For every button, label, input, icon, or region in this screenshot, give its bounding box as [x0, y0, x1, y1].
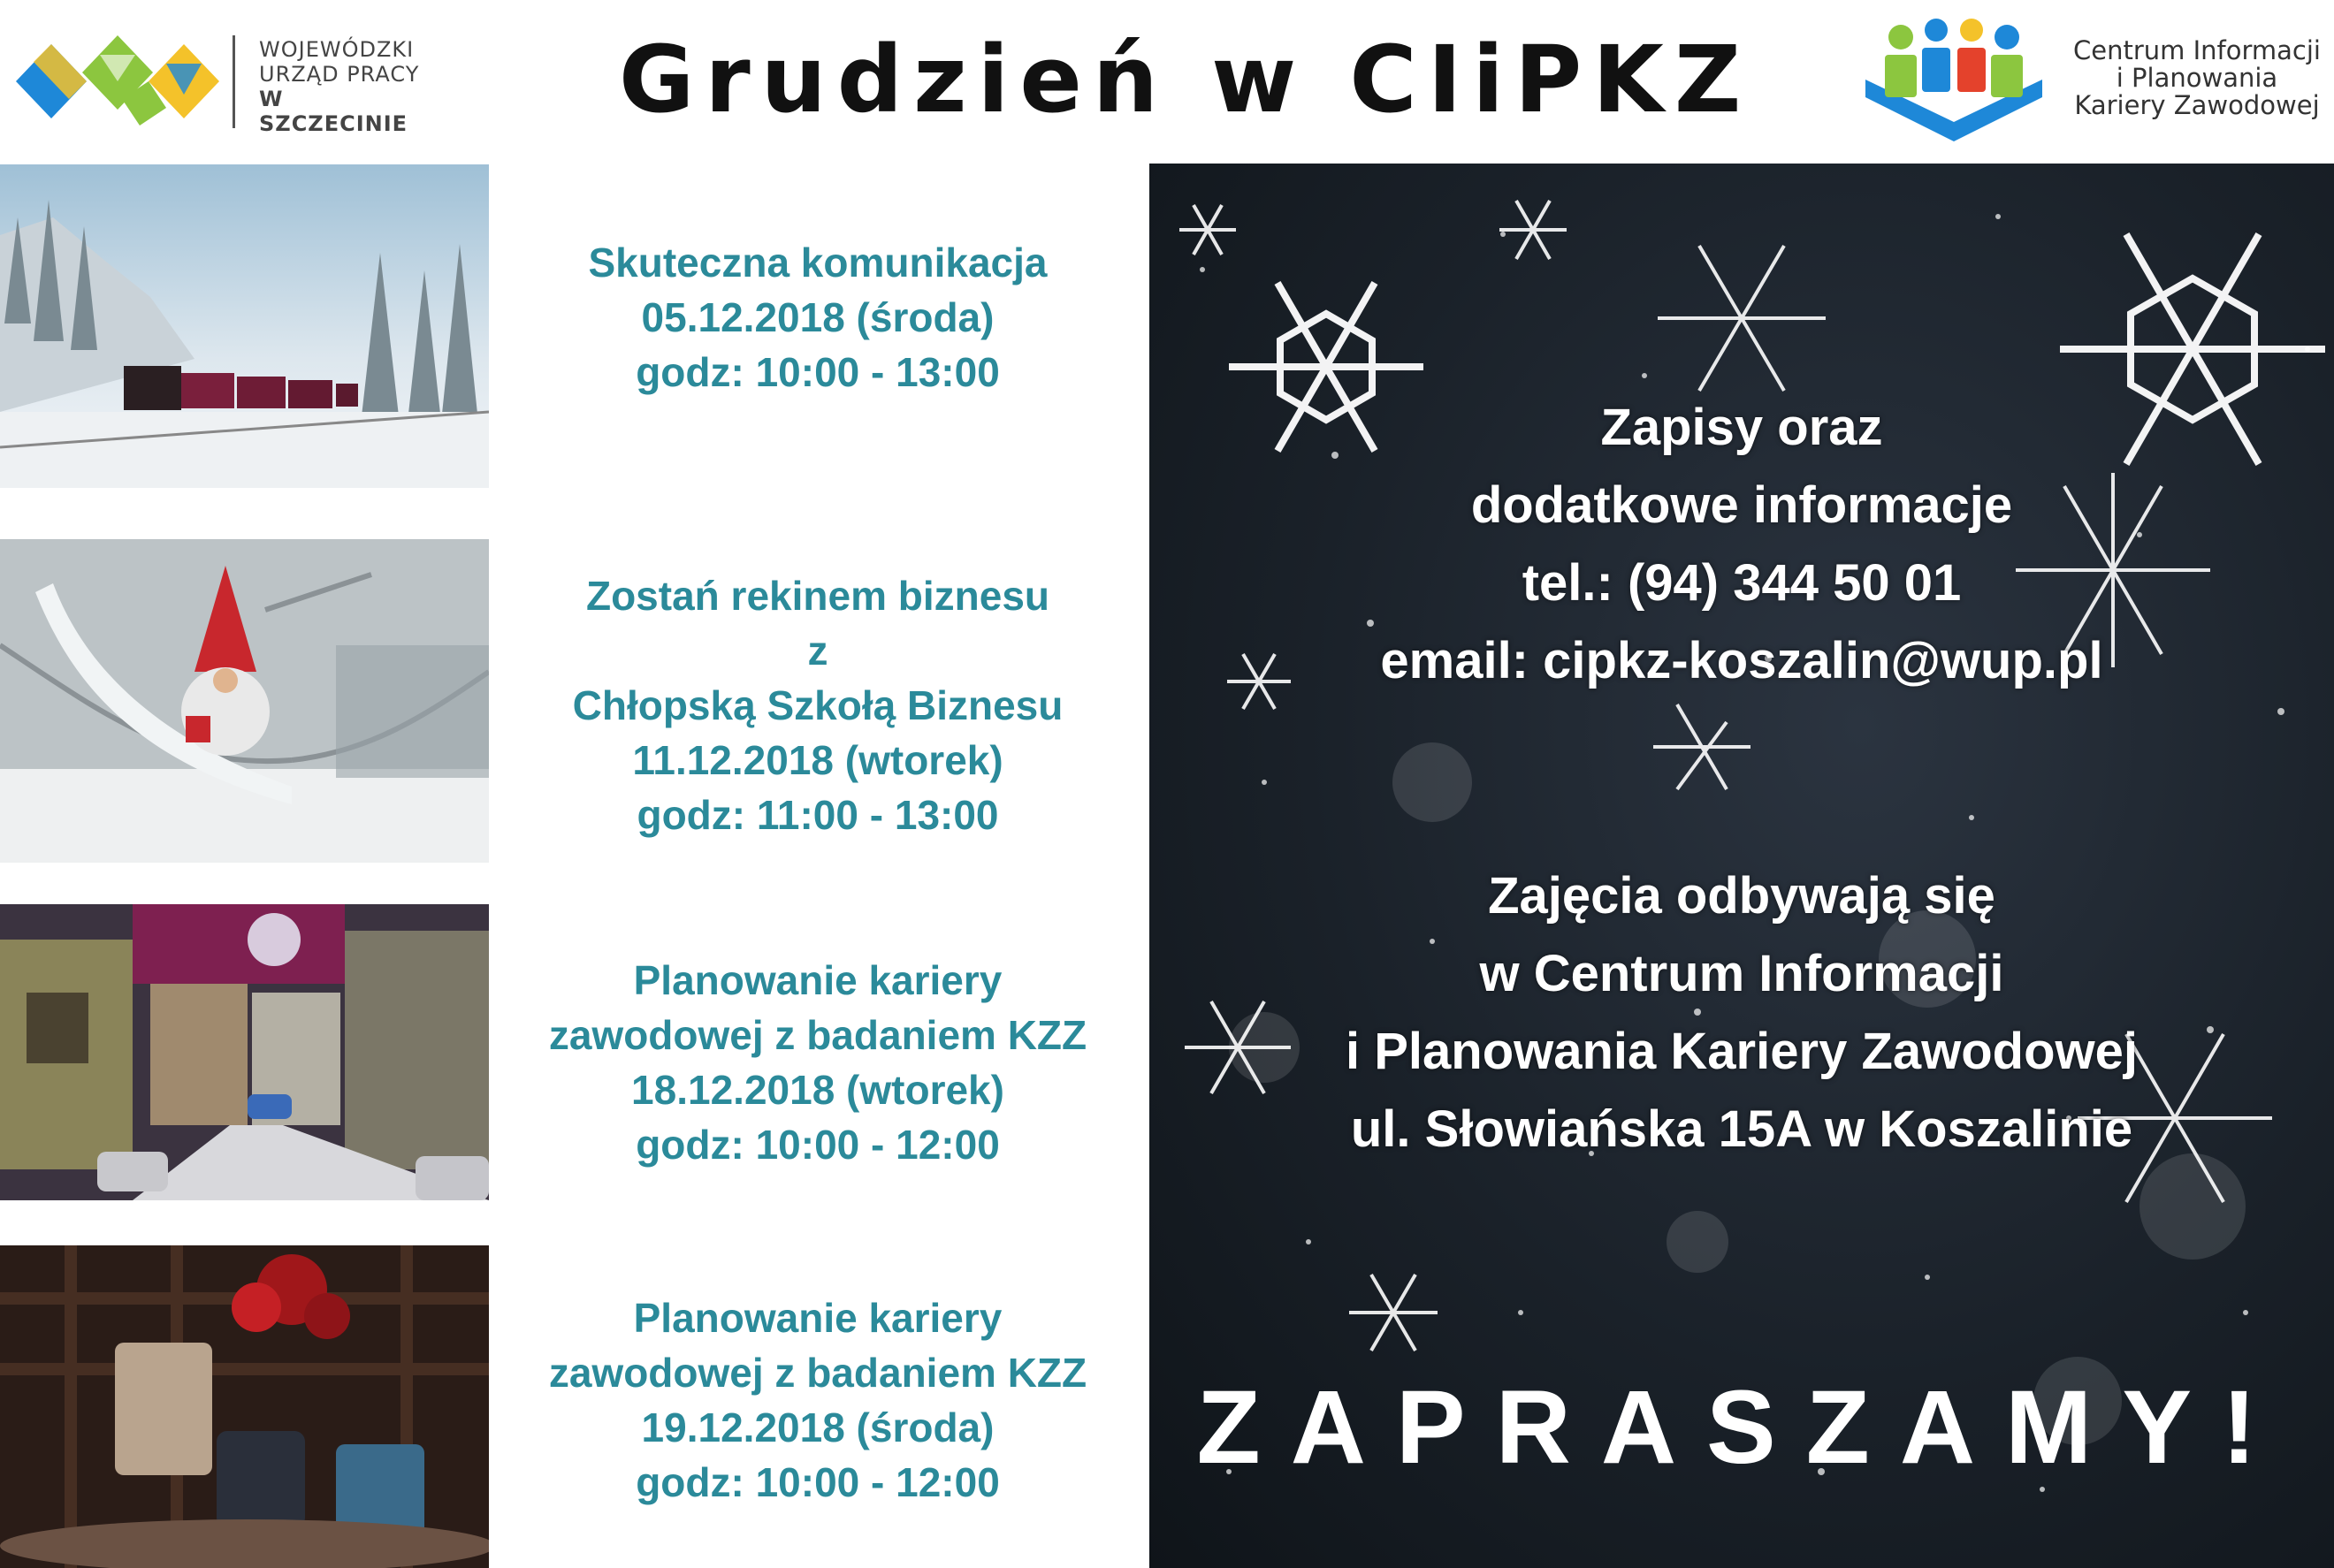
wup-szczecin-logo-icon	[16, 19, 228, 134]
info-panel	[1149, 164, 2334, 1568]
cipkz-logo-line-3: Kariery Zawodowej	[2074, 90, 2320, 120]
event-1-date: 05.12.2018 (środa)	[641, 294, 995, 340]
cipkz-logo	[1865, 18, 2325, 141]
event-2-subtitle: Chłopską Szkołą Biznesu	[572, 682, 1064, 728]
event-1	[495, 235, 1140, 400]
cipkz-logo-text	[2064, 37, 2330, 119]
event-1-time: godz: 10:00 - 13:00	[636, 349, 1000, 395]
cipkz-people-logo-icon	[1865, 18, 2042, 141]
event-3-date: 18.12.2018 (wtorek)	[631, 1067, 1004, 1113]
event-3-time: godz: 10:00 - 12:00	[636, 1122, 1000, 1168]
page-title: Grudzień w CIiPKZ	[619, 26, 1752, 133]
logo-divider	[233, 35, 235, 128]
logo-line-1: WOJEWÓDZKI	[259, 37, 415, 62]
location-info	[1149, 857, 2334, 1168]
logo-line-2: URZĄD PRACY	[259, 62, 420, 87]
winter-train-photo	[0, 164, 489, 488]
event-2-date: 11.12.2018 (wtorek)	[632, 737, 1003, 783]
logo-line-3: W SZCZECINIE	[259, 87, 408, 136]
contact-line-2: dodatkowe informacje	[1470, 476, 2013, 534]
hot-drinks-photo	[0, 1245, 489, 1568]
location-line-1: Zajęcia odbywają się	[1488, 867, 1995, 925]
event-3-subtitle: zawodowej z badaniem KZZ	[548, 1012, 1087, 1058]
contact-line-1: Zapisy oraz	[1600, 399, 1883, 456]
event-4-subtitle: zawodowej z badaniem KZZ	[548, 1350, 1087, 1396]
contact-phone: tel.: (94) 344 50 01	[1522, 554, 1962, 612]
event-1-title: Skuteczna komunikacja	[588, 240, 1048, 285]
event-2-title: Zostań rekinem biznesu	[585, 573, 1049, 619]
gnome-on-frosty-branch-photo	[0, 539, 489, 863]
event-4	[495, 1290, 1140, 1510]
snowy-street-night-photo	[0, 904, 489, 1200]
location-address: ul. Słowiańska 15A w Koszalinie	[1350, 1100, 2133, 1158]
event-4-time: godz: 10:00 - 12:00	[636, 1459, 1000, 1505]
cipkz-logo-line-2: i Planowania	[2116, 63, 2278, 93]
event-2	[495, 568, 1140, 842]
event-3	[495, 953, 1140, 1172]
event-2-time: godz: 11:00 - 13:00	[637, 792, 999, 838]
event-3-title: Planowanie kariery	[633, 957, 1003, 1003]
cipkz-logo-line-1: Centrum Informacji	[2073, 35, 2321, 65]
wup-logo	[16, 19, 431, 134]
invitation-text: ZAPRASZAMY!	[1196, 1369, 2287, 1486]
location-line-3: i Planowania Kariery Zawodowej	[1345, 1023, 2139, 1080]
event-2-connector: z	[807, 628, 828, 674]
event-4-title: Planowanie kariery	[633, 1295, 1003, 1341]
contact-email: email: cipkz-koszalin@wup.pl	[1380, 632, 2103, 689]
event-4-date: 19.12.2018 (środa)	[641, 1404, 995, 1450]
contact-info	[1149, 389, 2334, 700]
location-line-2: w Centrum Informacji	[1479, 945, 2004, 1002]
